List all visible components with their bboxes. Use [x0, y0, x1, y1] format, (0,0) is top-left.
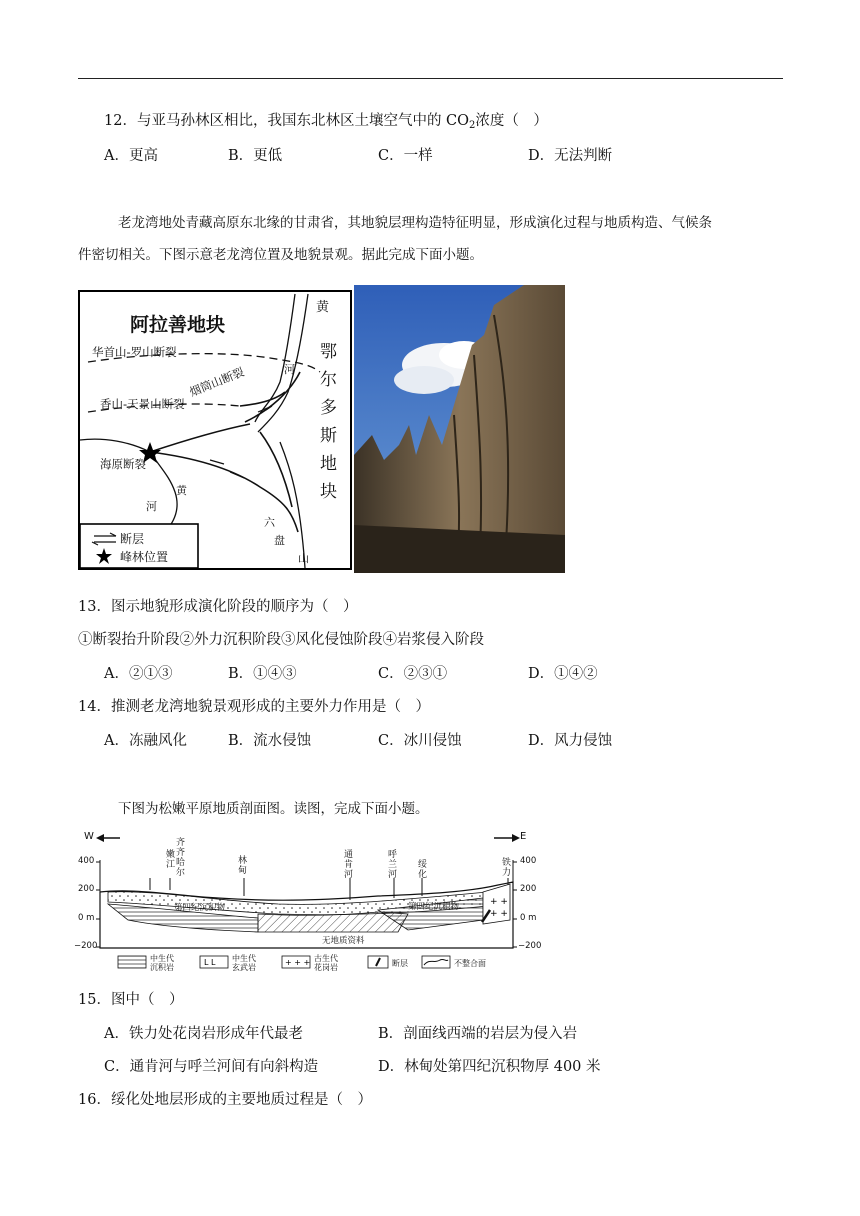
right-tick: 0 m — [520, 913, 537, 923]
map-river-he1: 河 — [284, 363, 295, 376]
left-tick: 0 m — [78, 913, 95, 923]
place-suihua: 绥化 — [418, 860, 428, 880]
place-nenjiang: 嫩江 — [166, 850, 176, 870]
header-rule — [78, 78, 783, 79]
q15-stem: 15．图中（ ） — [78, 992, 184, 1008]
q13-option-a[interactable]: A．②①③ — [104, 666, 173, 682]
passage2: 下图为松嫩平原地质剖面图。读图，完成下面小题。 — [118, 801, 429, 817]
q13-option-d[interactable]: D．①④② — [528, 666, 598, 682]
map-river-he2: 河 — [146, 500, 157, 513]
q12-option-b[interactable]: B．更低 — [228, 148, 283, 164]
legend-mesozoic-sedimentary: 中生代沉积岩 — [150, 954, 174, 972]
place-tieli: 铁力 — [502, 858, 512, 878]
right-tick: −200 — [518, 941, 542, 951]
q13-option-c[interactable]: C．②③① — [378, 666, 448, 682]
landform-photo — [354, 285, 565, 573]
svg-text:L L: L L — [204, 958, 216, 967]
fault-label-3: 香山-天景山断裂 — [100, 397, 185, 411]
fault-label-2: 烟筒山断裂 — [187, 364, 247, 400]
q14-option-b[interactable]: B．流水侵蚀 — [228, 733, 312, 749]
right-tick: 400 — [520, 856, 537, 866]
svg-text:+ +: + + — [490, 909, 508, 919]
svg-text:+ +: + + — [490, 897, 508, 907]
location-map — [78, 290, 352, 570]
passage1-line2: 件密切相关。下图示意老龙湾位置及地貌景观。据此完成下面小题。 — [78, 247, 483, 263]
place-lindian: 林甸 — [238, 856, 248, 876]
q15-option-b[interactable]: B．剖面线西端的岩层为侵入岩 — [378, 1026, 578, 1042]
place-hulan-river: 呼兰河 — [388, 850, 398, 880]
legend-fault: 断层 — [392, 959, 408, 968]
ordos-block-label: 鄂 尔 多 斯 地 块 — [320, 342, 337, 502]
q15-option-c[interactable]: C．通肯河与呼兰河间有向斜构造 — [104, 1059, 319, 1075]
map-title: 阿拉善地块 — [130, 314, 226, 336]
q14-stem: 14．推测老龙湾地貌景观形成的主要外力作用是（ ） — [78, 699, 430, 715]
q14-option-c[interactable]: C．冰川侵蚀 — [378, 733, 462, 749]
q13-stages: ①断裂抬升阶段②外力沉积阶段③风化侵蚀阶段④岩浆侵入阶段 — [78, 632, 484, 648]
q12-stem: 12．与亚马孙林区相比，我国东北林区土壤空气中的 $CO_2$浓度（ ） — [104, 113, 548, 131]
place-tongken-river: 通肯河 — [344, 850, 354, 880]
q14-option-a[interactable]: A．冻融风化 — [104, 733, 187, 749]
map-river-top: 黄 — [316, 300, 330, 315]
left-tick: 400 — [78, 856, 95, 866]
q14-option-d[interactable]: D．风力侵蚀 — [528, 733, 613, 749]
q13-stem: 13．图示地貌形成演化阶段的顺序为（ ） — [78, 599, 358, 615]
q12-option-d[interactable]: D．无法判断 — [528, 148, 613, 164]
q13-option-b[interactable]: B．①④③ — [228, 666, 297, 682]
q12-option-a[interactable]: A．更高 — [104, 148, 158, 164]
legend-unconformity: 不整合面 — [454, 959, 486, 968]
liupan-2: 盘 — [274, 534, 285, 547]
right-tick: 200 — [520, 884, 537, 894]
q16-stem: 16．绥化处地层形成的主要地质过程是（ ） — [78, 1092, 372, 1108]
q15-option-a[interactable]: A．铁力处花岗岩形成年代最老 — [104, 1026, 303, 1042]
svg-text:+ + +: + + + — [285, 958, 311, 967]
fault-label-4: 海原断裂 — [100, 457, 146, 471]
liupan-1: 六 — [264, 516, 275, 529]
geological-section-diagram — [74, 830, 548, 980]
legend-mesozoic-basalt: 中生代玄武岩 — [232, 954, 256, 972]
quaternary-label-left: 第四纪沉积物 — [174, 903, 226, 913]
west-label: W — [84, 831, 94, 842]
no-data-label: 无地质资料 — [322, 936, 365, 946]
east-label: E — [520, 831, 527, 842]
q15-option-d[interactable]: D．林甸处第四纪沉积物厚 400 米 — [378, 1059, 601, 1075]
left-tick: 200 — [78, 884, 95, 894]
fault-label-1: 华首山-罗山断裂 — [92, 345, 177, 359]
place-qiqihar: 齐齐哈尔 — [176, 838, 186, 878]
q12-option-c[interactable]: C．一样 — [378, 148, 433, 164]
passage1-line1: 老龙湾地处青藏高原东北缘的甘肃省，其地貌层理构造特征明显，形成演化过程与地质构造、气候条 — [118, 215, 712, 231]
legend-paleozoic-granite: 古生代花岗岩 — [314, 954, 338, 972]
legend-fault: 断层 — [120, 532, 145, 546]
map-river-mid: 黄 — [176, 484, 187, 497]
left-tick: −200 — [74, 941, 98, 951]
liupan-3: 山 — [298, 552, 309, 565]
legend-star: 峰林位置 — [120, 550, 169, 564]
quaternary-label-right: 第四纪沉积物 — [408, 902, 460, 912]
